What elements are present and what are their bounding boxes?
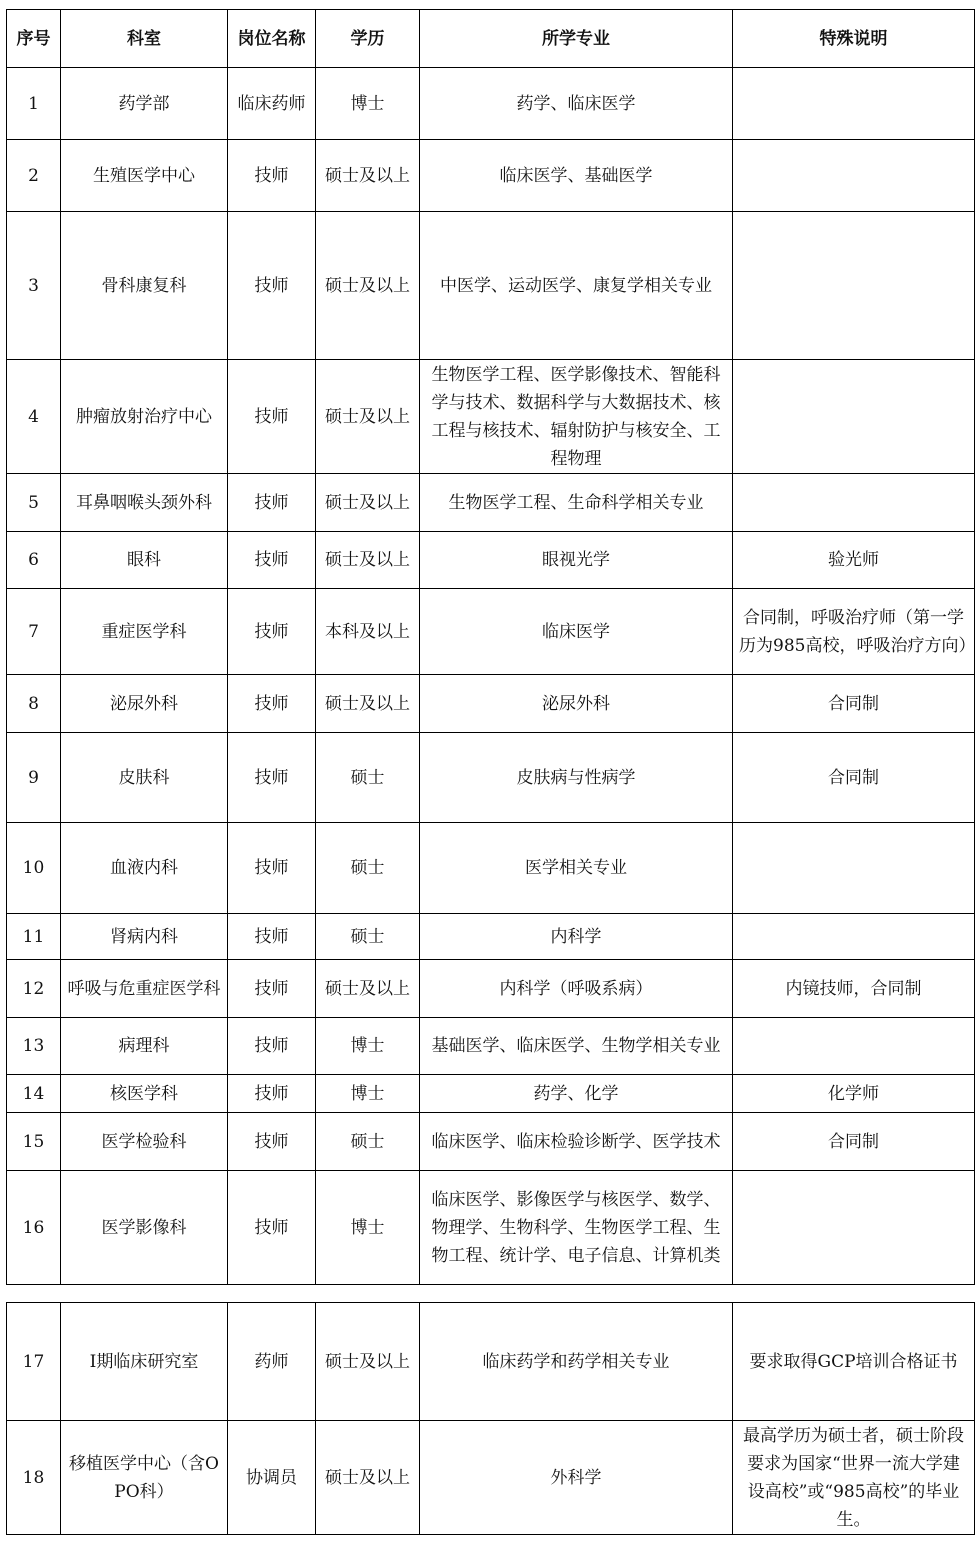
cell-note	[733, 823, 975, 914]
cell-edu: 硕士	[316, 823, 420, 914]
cell-note	[733, 68, 975, 140]
cell-edu: 硕士及以上	[316, 532, 420, 589]
header-post: 岗位名称	[228, 10, 316, 68]
cell-dept: 血液内科	[61, 823, 228, 914]
header-row	[7, 10, 975, 68]
table-row	[7, 68, 975, 140]
cell-dept: 药学部	[61, 68, 228, 140]
cell-dept: 医学检验科	[61, 1113, 228, 1171]
table-row	[7, 914, 975, 960]
cell-note: 合同制	[733, 1113, 975, 1171]
cell-dept: 皮肤科	[61, 733, 228, 823]
cell-post: 技师	[228, 733, 316, 823]
cell-note: 合同制	[733, 675, 975, 733]
cell-dept: 核医学科	[61, 1075, 228, 1113]
cell-seq: 10	[7, 823, 61, 914]
positions-table	[6, 9, 975, 1285]
cell-major: 临床医学、影像医学与核医学、数学、物理学、生物科学、生物医学工程、生物工程、统计学、电子信息、计算机类	[420, 1171, 733, 1285]
cell-dept: 肿瘤放射治疗中心	[61, 360, 228, 474]
cell-edu: 硕士	[316, 1113, 420, 1171]
cell-major: 外科学	[420, 1421, 733, 1535]
cell-seq: 17	[7, 1303, 61, 1421]
cell-edu: 硕士及以上	[316, 1303, 420, 1421]
cell-seq: 2	[7, 140, 61, 212]
cell-seq: 4	[7, 360, 61, 474]
cell-note: 合同制，呼吸治疗师（第一学历为985高校，呼吸治疗方向）	[733, 589, 975, 675]
cell-dept: 眼科	[61, 532, 228, 589]
cell-seq: 16	[7, 1171, 61, 1285]
cell-dept: 呼吸与危重症医学科	[61, 960, 228, 1018]
cell-major: 药学、临床医学	[420, 68, 733, 140]
table-row	[7, 1113, 975, 1171]
cell-major: 基础医学、临床医学、生物学相关专业	[420, 1018, 733, 1075]
table-row	[7, 1075, 975, 1113]
cell-note: 内镜技师，合同制	[733, 960, 975, 1018]
cell-major: 医学相关专业	[420, 823, 733, 914]
table-row	[7, 140, 975, 212]
cell-seq: 14	[7, 1075, 61, 1113]
cell-dept: 病理科	[61, 1018, 228, 1075]
header-note: 特殊说明	[733, 10, 975, 68]
cell-edu: 硕士及以上	[316, 140, 420, 212]
table-row	[7, 474, 975, 532]
cell-seq: 13	[7, 1018, 61, 1075]
cell-major: 药学、化学	[420, 1075, 733, 1113]
cell-dept: 医学影像科	[61, 1171, 228, 1285]
cell-seq: 12	[7, 960, 61, 1018]
cell-note	[733, 1018, 975, 1075]
table-row	[7, 675, 975, 733]
cell-post: 技师	[228, 675, 316, 733]
cell-major: 皮肤病与性病学	[420, 733, 733, 823]
positions-table-continued	[6, 1302, 975, 1535]
cell-post: 技师	[228, 474, 316, 532]
cell-note: 合同制	[733, 733, 975, 823]
cell-note: 最高学历为硕士者，硕士阶段要求为国家“世界一流大学建设高校”或“985高校”的毕业生。	[733, 1421, 975, 1535]
cell-edu: 硕士及以上	[316, 212, 420, 360]
table-row	[7, 589, 975, 675]
cell-major: 生物医学工程、医学影像技术、智能科学与技术、数据科学与大数据技术、核工程与核技术、辐射防护与核安全、工程物理	[420, 360, 733, 474]
cell-edu: 本科及以上	[316, 589, 420, 675]
cell-dept: 生殖医学中心	[61, 140, 228, 212]
cell-note	[733, 1171, 975, 1285]
header-edu: 学历	[316, 10, 420, 68]
cell-seq: 15	[7, 1113, 61, 1171]
cell-post: 技师	[228, 589, 316, 675]
cell-edu: 硕士及以上	[316, 960, 420, 1018]
cell-seq: 9	[7, 733, 61, 823]
cell-post: 技师	[228, 532, 316, 589]
table-row	[7, 823, 975, 914]
cell-edu: 博士	[316, 1075, 420, 1113]
cell-post: 临床药师	[228, 68, 316, 140]
table-row	[7, 1421, 975, 1535]
cell-note: 验光师	[733, 532, 975, 589]
cell-post: 技师	[228, 1018, 316, 1075]
cell-seq: 7	[7, 589, 61, 675]
cell-edu: 博士	[316, 1171, 420, 1285]
cell-note: 要求取得GCP培训合格证书	[733, 1303, 975, 1421]
cell-seq: 8	[7, 675, 61, 733]
cell-post: 技师	[228, 960, 316, 1018]
cell-seq: 11	[7, 914, 61, 960]
cell-edu: 硕士	[316, 733, 420, 823]
cell-edu: 博士	[316, 1018, 420, 1075]
cell-post: 技师	[228, 1075, 316, 1113]
table-row	[7, 360, 975, 474]
cell-edu: 硕士及以上	[316, 1421, 420, 1535]
cell-dept: 骨科康复科	[61, 212, 228, 360]
cell-major: 内科学（呼吸系病）	[420, 960, 733, 1018]
cell-major: 临床医学、临床检验诊断学、医学技术	[420, 1113, 733, 1171]
cell-major: 内科学	[420, 914, 733, 960]
cell-dept: 重症医学科	[61, 589, 228, 675]
cell-seq: 5	[7, 474, 61, 532]
cell-dept: I期临床研究室	[61, 1303, 228, 1421]
table-row	[7, 212, 975, 360]
header-dept: 科室	[61, 10, 228, 68]
table-row	[7, 1171, 975, 1285]
table-row	[7, 532, 975, 589]
cell-post: 技师	[228, 1113, 316, 1171]
table-row	[7, 960, 975, 1018]
cell-dept: 泌尿外科	[61, 675, 228, 733]
cell-post: 技师	[228, 212, 316, 360]
cell-seq: 1	[7, 68, 61, 140]
cell-major: 生物医学工程、生命科学相关专业	[420, 474, 733, 532]
cell-major: 泌尿外科	[420, 675, 733, 733]
cell-dept: 耳鼻咽喉头颈外科	[61, 474, 228, 532]
cell-seq: 18	[7, 1421, 61, 1535]
cell-seq: 6	[7, 532, 61, 589]
cell-edu: 硕士及以上	[316, 360, 420, 474]
table-row	[7, 1018, 975, 1075]
cell-post: 技师	[228, 360, 316, 474]
cell-post: 技师	[228, 914, 316, 960]
cell-major: 临床医学	[420, 589, 733, 675]
cell-note	[733, 914, 975, 960]
cell-edu: 硕士及以上	[316, 474, 420, 532]
cell-major: 临床医学、基础医学	[420, 140, 733, 212]
cell-post: 药师	[228, 1303, 316, 1421]
cell-note	[733, 474, 975, 532]
cell-note	[733, 360, 975, 474]
cell-post: 技师	[228, 140, 316, 212]
cell-note: 化学师	[733, 1075, 975, 1113]
cell-dept: 肾病内科	[61, 914, 228, 960]
cell-post: 技师	[228, 823, 316, 914]
cell-note	[733, 140, 975, 212]
cell-post: 协调员	[228, 1421, 316, 1535]
cell-edu: 硕士	[316, 914, 420, 960]
cell-seq: 3	[7, 212, 61, 360]
header-major: 所学专业	[420, 10, 733, 68]
cell-note	[733, 212, 975, 360]
table-row	[7, 733, 975, 823]
cell-major: 眼视光学	[420, 532, 733, 589]
cell-edu: 硕士及以上	[316, 675, 420, 733]
table-row	[7, 1303, 975, 1421]
cell-post: 技师	[228, 1171, 316, 1285]
cell-major: 中医学、运动医学、康复学相关专业	[420, 212, 733, 360]
header-seq: 序号	[7, 10, 61, 68]
cell-major: 临床药学和药学相关专业	[420, 1303, 733, 1421]
cell-edu: 博士	[316, 68, 420, 140]
cell-dept: 移植医学中心（含OPO科）	[61, 1421, 228, 1535]
